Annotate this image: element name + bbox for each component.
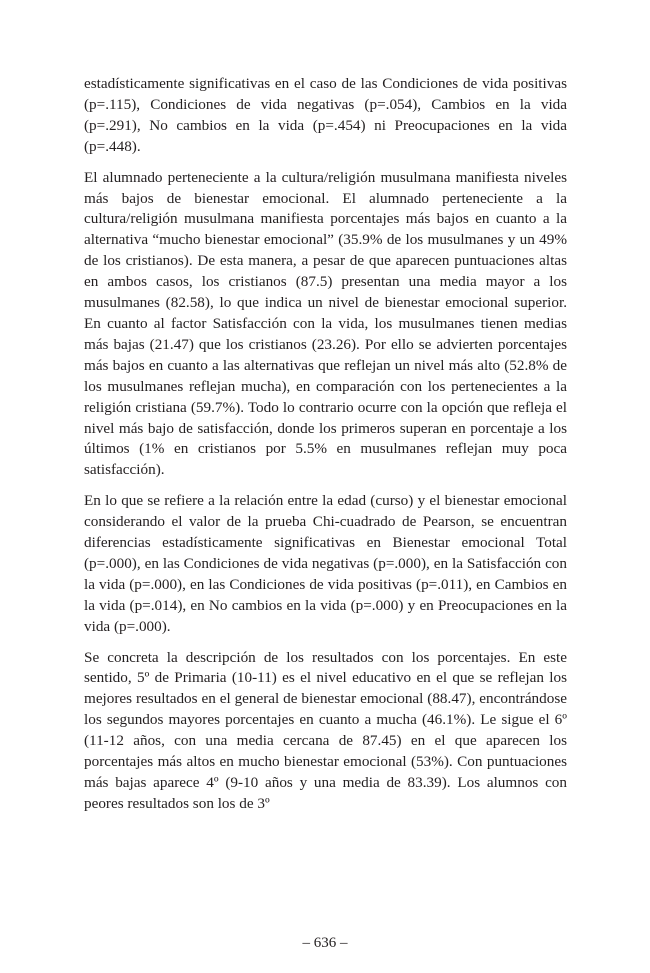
paragraph-percentages-description: Se concreta la descripción de los resultados con los porcentajes. En este sentido, 5º de Primaria (10-11) es el nivel educativo en el que se reflejan los mejores resultados en el general de bienestar emocional (88.47), encontrándose los segundos mayores porcentajes en cuanto a mucha (46.1%). Le sigue el 6º (11-12 años, con una media cercana de 87.45) en el que aparecen los porcentajes más altos en mucho bienestar emocional (53%). Con puntuaciones más bajas aparece 4º (9-10 años y una media de 83.39). Los alumnos con peores resultados son los de 3º [84,648,567,812]
page-number: – 636 – [302,935,348,951]
paragraph-significance-summary: estadísticamente significativas en el caso de las Condiciones de vida positivas (p=.115), Condiciones de vida negativas (p=.054), Cambios en la vida (p=.291), No cambios en la vida (p=.454) ni Preocupaciones en la vida (p=.448). [84,75,567,155]
paragraph-religion-comparison: El alumnado perteneciente a la cultura/religión musulmana manifiesta niveles más bajos de bienestar emocional. El alumnado perteneciente a la cultura/religión musulmana manifiesta porcentajes más bajos en cuanto a la alternativa “mucho bienestar emocional” (35.9% de los musulmanes y un 49% de los cristianos). De esta manera, a pesar de que aparecen puntuaciones altas en ambos casos, los cristianos (87.5) presentan una media mayor a los musulmanes (82.58), lo que indica un nivel de bienestar emocional superior. En cuanto al factor Satisfacción con la vida, los musulmanes tienen medias más bajas (21.47) que los cristianos (23.26). Por ello se advierten porcentajes más bajos en cuanto a las alternativas que reflejan un nivel más alto (52.8% de los musulmanes reflejan mucha), en comparación con los pertenecientes a la religión cristiana (59.7%). Todo lo contrario ocurre con la opción que refleja el nivel más bajo de satisfacción, donde los primeros superan en porcentaje a los últimos (1% en cristianos por 5.5% en musulmanes reflejan muy poca satisfacción). [84,168,567,479]
page-body [84,74,567,825]
paragraph-age-relation: En lo que se refiere a la relación entre la edad (curso) y el bienestar emocional considerando el valor de la prueba Chi-cuadrado de Pearson, se encuentran diferencias estadísticamente significativas en Bienestar emocional Total (p=.000), en las Condiciones de vida negativas (p=.000), en la Satisfacción con la vida (p=.000), en las Condiciones de vida positivas (p=.011), en Cambios en la vida (p=.014), en No cambios en la vida (p=.000) y en Preocupaciones en la vida (p=.000). [84,492,567,635]
